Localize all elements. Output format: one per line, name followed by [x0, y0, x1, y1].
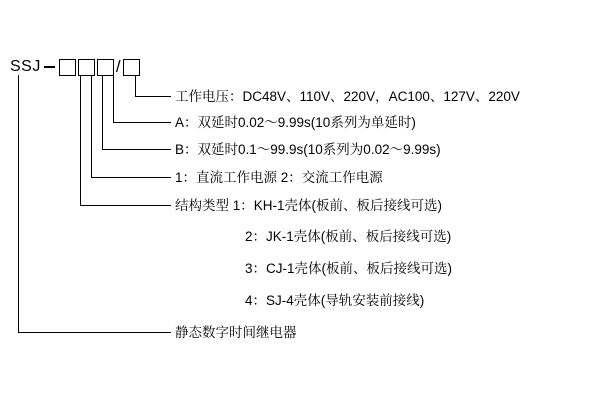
leader-vline-delay-a [113, 75, 114, 123]
leader-vline-delay-b [102, 75, 103, 150]
annotation-power-supply: 1：直流工作电源 2：交流工作电源 [175, 170, 383, 185]
model-prefix: SSJ [10, 58, 41, 75]
leader-hline-delay-a [113, 122, 171, 123]
annotation-delay-b: B：双延时0.1～99.9s(10系列为0.02～9.99s) [175, 142, 441, 157]
leader-hline-product [18, 332, 171, 333]
annotation-voltage: 工作电压：DC48V、110V、220V，AC100、127V、220V [175, 89, 520, 104]
annotation-product-name: 静态数字时间继电器 [175, 325, 297, 340]
leader-hline-voltage [135, 96, 171, 97]
model-box-3 [97, 59, 114, 76]
leader-hline-power [91, 177, 171, 178]
model-box-1 [59, 59, 76, 76]
annotation-delay-a: A：双延时0.02～9.99s(10系列为单延时) [175, 115, 416, 130]
model-box-4 [123, 59, 140, 76]
model-box-2 [78, 59, 95, 76]
annotation-structure-2: 2：JK-1壳体(板前、板后接线可选) [245, 229, 452, 244]
model-slash: / [115, 57, 122, 76]
leader-hline-structure [80, 205, 171, 206]
leader-vline-structure [80, 75, 81, 206]
leader-vline-power [91, 75, 92, 178]
leader-vline-voltage [135, 75, 136, 97]
annotation-structure-4: 4：SJ-4壳体(导轨安装前接线) [245, 293, 425, 308]
annotation-structure-type: 结构类型 1：KH-1壳体(板前、板后接线可选) [175, 198, 443, 213]
leader-vline-product [18, 75, 19, 333]
leader-hline-delay-b [102, 149, 171, 150]
model-dash [44, 66, 55, 68]
model-code [10, 57, 141, 77]
annotation-structure-3: 3：CJ-1壳体(板前、板后接线可选) [245, 261, 453, 276]
